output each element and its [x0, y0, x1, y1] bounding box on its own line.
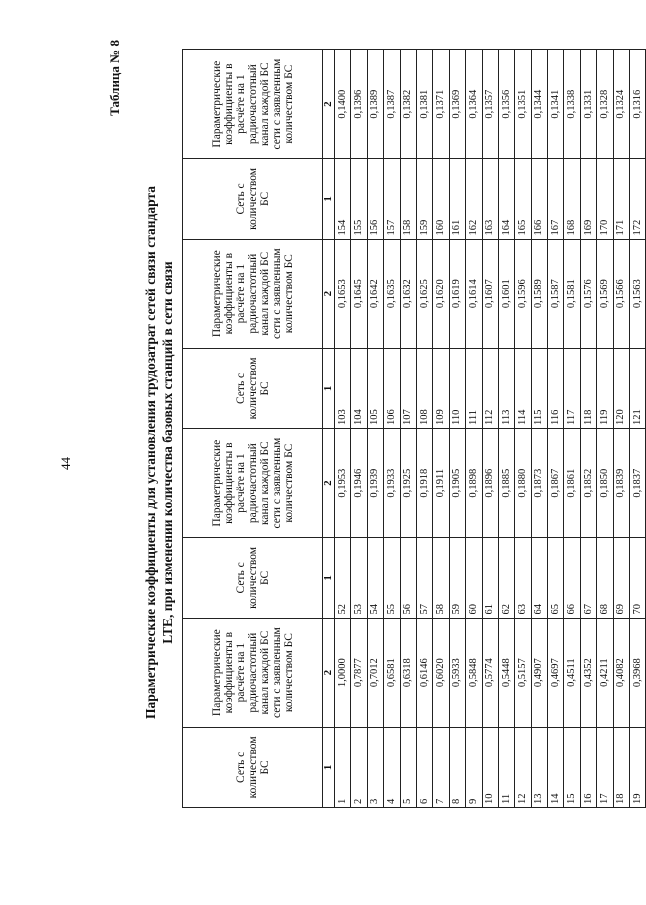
bs-count-cell: 58 [433, 538, 449, 618]
coefficient-cell: 0,1369 [449, 50, 465, 159]
bs-count-cell: 108 [416, 348, 432, 428]
coefficient-cell: 0,1933 [384, 429, 400, 538]
column-number: 1 [323, 348, 335, 428]
coefficient-cell: 0,1898 [466, 429, 482, 538]
bs-count-cell: 3 [367, 727, 383, 807]
table-row [613, 50, 629, 808]
coefficient-cell: 0,1925 [400, 429, 416, 538]
column-number: 1 [323, 538, 335, 618]
coefficient-cell: 0,1837 [630, 429, 646, 538]
bs-count-cell: 59 [449, 538, 465, 618]
coefficient-cell: 0,1619 [449, 239, 465, 348]
coefficient-cell: 0,1563 [630, 239, 646, 348]
bs-count-cell: 55 [384, 538, 400, 618]
coefficient-cell: 0,1596 [515, 239, 531, 348]
header-bs-count: Сеть с количеством БС [183, 159, 323, 239]
coefficient-cell: 0,1880 [515, 429, 531, 538]
bs-count-cell: 160 [433, 159, 449, 239]
coefficient-cell: 0,1850 [597, 429, 613, 538]
bs-count-cell: 169 [580, 159, 596, 239]
table-row [466, 50, 482, 808]
coefficient-cell: 0,1607 [482, 239, 498, 348]
coefficient-cell: 0,4511 [564, 618, 580, 727]
bs-count-cell: 4 [384, 727, 400, 807]
table-row [351, 50, 367, 808]
coefficient-cell: 0,1382 [400, 50, 416, 159]
bs-count-cell: 63 [515, 538, 531, 618]
coefficient-cell: 0,1371 [433, 50, 449, 159]
bs-count-cell: 10 [482, 727, 498, 807]
coefficient-cell: 0,1946 [351, 429, 367, 538]
bs-count-cell: 69 [613, 538, 629, 618]
column-number: 2 [323, 239, 335, 348]
bs-count-cell: 113 [498, 348, 514, 428]
table-row [482, 50, 498, 808]
coefficient-cell: 0,4697 [548, 618, 564, 727]
bs-count-cell: 111 [466, 348, 482, 428]
coefficient-cell: 0,6581 [384, 618, 400, 727]
bs-count-cell: 156 [367, 159, 383, 239]
bs-count-cell: 107 [400, 348, 416, 428]
coefficient-cell: 0,5774 [482, 618, 498, 727]
coefficient-cell: 0,7877 [351, 618, 367, 727]
bs-count-cell: 120 [613, 348, 629, 428]
bs-count-cell: 159 [416, 159, 432, 239]
bs-count-cell: 8 [449, 727, 465, 807]
bs-count-cell: 19 [630, 727, 646, 807]
bs-count-cell: 18 [613, 727, 629, 807]
coefficient-cell: 0,1389 [367, 50, 383, 159]
bs-count-cell: 106 [384, 348, 400, 428]
bs-count-cell: 66 [564, 538, 580, 618]
bs-count-cell: 54 [367, 538, 383, 618]
bs-count-cell: 110 [449, 348, 465, 428]
bs-count-cell: 165 [515, 159, 531, 239]
coefficient-cell: 0,1653 [335, 239, 351, 348]
bs-count-cell: 12 [515, 727, 531, 807]
coefficient-cell: 0,1642 [367, 239, 383, 348]
coefficient-cell: 0,1867 [548, 429, 564, 538]
table-row [367, 50, 383, 808]
table-row [449, 50, 465, 808]
bs-count-cell: 112 [482, 348, 498, 428]
coefficient-cell: 0,4907 [531, 618, 547, 727]
coefficient-cell: 0,1341 [548, 50, 564, 159]
coefficient-cell: 0,1885 [498, 429, 514, 538]
table-row [433, 50, 449, 808]
header-coefficient: Параметрические коэффициенты в расчёте на 1 радиочастотный канал каждой БС сети с заявленным количеством БС [183, 618, 323, 727]
bs-count-cell: 64 [531, 538, 547, 618]
bs-count-cell: 116 [548, 348, 564, 428]
bs-count-cell: 67 [580, 538, 596, 618]
coefficient-cell: 0,1351 [515, 50, 531, 159]
bs-count-cell: 2 [351, 727, 367, 807]
bs-count-cell: 65 [548, 538, 564, 618]
coefficient-cell: 0,1338 [564, 50, 580, 159]
bs-count-cell: 119 [597, 348, 613, 428]
bs-count-cell: 11 [498, 727, 514, 807]
bs-count-cell: 16 [580, 727, 596, 807]
coefficient-cell: 0,1566 [613, 239, 629, 348]
coefficient-cell: 0,1387 [384, 50, 400, 159]
coefficient-cell: 0,6318 [400, 618, 416, 727]
document-title-line-2: LTE, при изменении количества базовых станций в сети связи [160, 261, 175, 644]
table-row [400, 50, 416, 808]
coefficient-cell: 0,1620 [433, 239, 449, 348]
coefficient-cell: 0,6020 [433, 618, 449, 727]
table-row [498, 50, 514, 808]
bs-count-cell: 62 [498, 538, 514, 618]
bs-count-cell: 118 [580, 348, 596, 428]
coefficient-cell: 0,3968 [630, 618, 646, 727]
header-bs-count: Сеть с количеством БС [183, 538, 323, 618]
bs-count-cell: 117 [564, 348, 580, 428]
bs-count-cell: 168 [564, 159, 580, 239]
table-row [580, 50, 596, 808]
coefficient-cell: 0,1589 [531, 239, 547, 348]
bs-count-cell: 68 [597, 538, 613, 618]
table-row [335, 50, 351, 808]
column-number: 1 [323, 727, 335, 807]
coefficient-cell: 0,1587 [548, 239, 564, 348]
document-title-line-1: Параметрические коэффициенты для установления трудозатрат сетей связи стандарта [143, 186, 158, 719]
table-row [531, 50, 547, 808]
coefficient-cell: 0,1581 [564, 239, 580, 348]
coefficient-cell: 1,0000 [335, 618, 351, 727]
bs-count-cell: 15 [564, 727, 580, 807]
coefficient-cell: 0,1896 [482, 429, 498, 538]
table-row [384, 50, 400, 808]
bs-count-cell: 6 [416, 727, 432, 807]
coefficients-table [182, 49, 646, 808]
coefficient-cell: 0,1625 [416, 239, 432, 348]
header-bs-count: Сеть с количеством БС [183, 727, 323, 807]
bs-count-cell: 14 [548, 727, 564, 807]
bs-count-cell: 9 [466, 727, 482, 807]
bs-count-cell: 52 [335, 538, 351, 618]
table-label: Таблица № 8 [107, 40, 122, 116]
coefficient-cell: 0,4352 [580, 618, 596, 727]
table-header-row [183, 50, 323, 808]
coefficient-cell: 0,7012 [367, 618, 383, 727]
coefficient-cell: 0,5848 [466, 618, 482, 727]
table-row [597, 50, 613, 808]
header-bs-count: Сеть с количеством БС [183, 348, 323, 428]
coefficient-cell: 0,1331 [580, 50, 596, 159]
bs-count-cell: 70 [630, 538, 646, 618]
coefficient-cell: 0,1873 [531, 429, 547, 538]
coefficient-cell: 0,1396 [351, 50, 367, 159]
coefficient-cell: 0,1344 [531, 50, 547, 159]
column-number: 2 [323, 618, 335, 727]
table-row [515, 50, 531, 808]
table-row [564, 50, 580, 808]
coefficient-cell: 0,1635 [384, 239, 400, 348]
coefficient-cell: 0,1632 [400, 239, 416, 348]
coefficient-cell: 0,1601 [498, 239, 514, 348]
table-row [548, 50, 564, 808]
coefficient-cell: 0,1576 [580, 239, 596, 348]
bs-count-cell: 172 [630, 159, 646, 239]
bs-count-cell: 57 [416, 538, 432, 618]
bs-count-cell: 167 [548, 159, 564, 239]
bs-count-cell: 109 [433, 348, 449, 428]
coefficient-cell: 0,4211 [597, 618, 613, 727]
bs-count-cell: 121 [630, 348, 646, 428]
bs-count-cell: 171 [613, 159, 629, 239]
bs-count-cell: 17 [597, 727, 613, 807]
bs-count-cell: 5 [400, 727, 416, 807]
column-number-row [323, 50, 335, 808]
coefficient-cell: 0,5448 [498, 618, 514, 727]
bs-count-cell: 1 [335, 727, 351, 807]
bs-count-cell: 56 [400, 538, 416, 618]
coefficient-cell: 0,5157 [515, 618, 531, 727]
coefficient-cell: 0,1918 [416, 429, 432, 538]
header-coefficient: Параметрические коэффициенты в расчёте на 1 радиочастотный канал каждой БС сети с заявленным количеством БС [183, 429, 323, 538]
bs-count-cell: 60 [466, 538, 482, 618]
bs-count-cell: 103 [335, 348, 351, 428]
coefficient-cell: 0,1905 [449, 429, 465, 538]
coefficient-cell: 0,5933 [449, 618, 465, 727]
bs-count-cell: 13 [531, 727, 547, 807]
bs-count-cell: 162 [466, 159, 482, 239]
column-number: 2 [323, 429, 335, 538]
coefficient-cell: 0,1328 [597, 50, 613, 159]
table-body [335, 50, 646, 808]
coefficient-cell: 0,1852 [580, 429, 596, 538]
coefficient-cell: 0,1356 [498, 50, 514, 159]
bs-count-cell: 164 [498, 159, 514, 239]
coefficient-cell: 0,1316 [630, 50, 646, 159]
coefficient-cell: 0,1381 [416, 50, 432, 159]
header-coefficient: Параметрические коэффициенты в расчёте на 1 радиочастотный канал каждой БС сети с заявленным количеством БС [183, 239, 323, 348]
bs-count-cell: 170 [597, 159, 613, 239]
coefficient-cell: 0,1953 [335, 429, 351, 538]
column-number: 2 [323, 50, 335, 159]
bs-count-cell: 115 [531, 348, 547, 428]
coefficient-cell: 0,1400 [335, 50, 351, 159]
coefficient-cell: 0,1569 [597, 239, 613, 348]
bs-count-cell: 154 [335, 159, 351, 239]
bs-count-cell: 158 [400, 159, 416, 239]
bs-count-cell: 155 [351, 159, 367, 239]
bs-count-cell: 105 [367, 348, 383, 428]
bs-count-cell: 157 [384, 159, 400, 239]
coefficient-cell: 0,1861 [564, 429, 580, 538]
bs-count-cell: 161 [449, 159, 465, 239]
table-row [416, 50, 432, 808]
bs-count-cell: 114 [515, 348, 531, 428]
coefficient-cell: 0,1324 [613, 50, 629, 159]
coefficient-cell: 0,6146 [416, 618, 432, 727]
coefficient-cell: 0,1364 [466, 50, 482, 159]
coefficient-cell: 0,4082 [613, 618, 629, 727]
coefficient-cell: 0,1614 [466, 239, 482, 348]
coefficient-cell: 0,1645 [351, 239, 367, 348]
column-number: 1 [323, 159, 335, 239]
coefficient-cell: 0,1839 [613, 429, 629, 538]
bs-count-cell: 61 [482, 538, 498, 618]
bs-count-cell: 166 [531, 159, 547, 239]
bs-count-cell: 7 [433, 727, 449, 807]
bs-count-cell: 53 [351, 538, 367, 618]
bs-count-cell: 163 [482, 159, 498, 239]
bs-count-cell: 104 [351, 348, 367, 428]
coefficient-cell: 0,1939 [367, 429, 383, 538]
header-coefficient: Параметрические коэффициенты в расчёте на 1 радиочастотный канал каждой БС сети с заявленным количеством БС [183, 50, 323, 159]
page-number: 44 [58, 457, 73, 470]
table-row [630, 50, 646, 808]
coefficient-cell: 0,1911 [433, 429, 449, 538]
coefficient-cell: 0,1357 [482, 50, 498, 159]
